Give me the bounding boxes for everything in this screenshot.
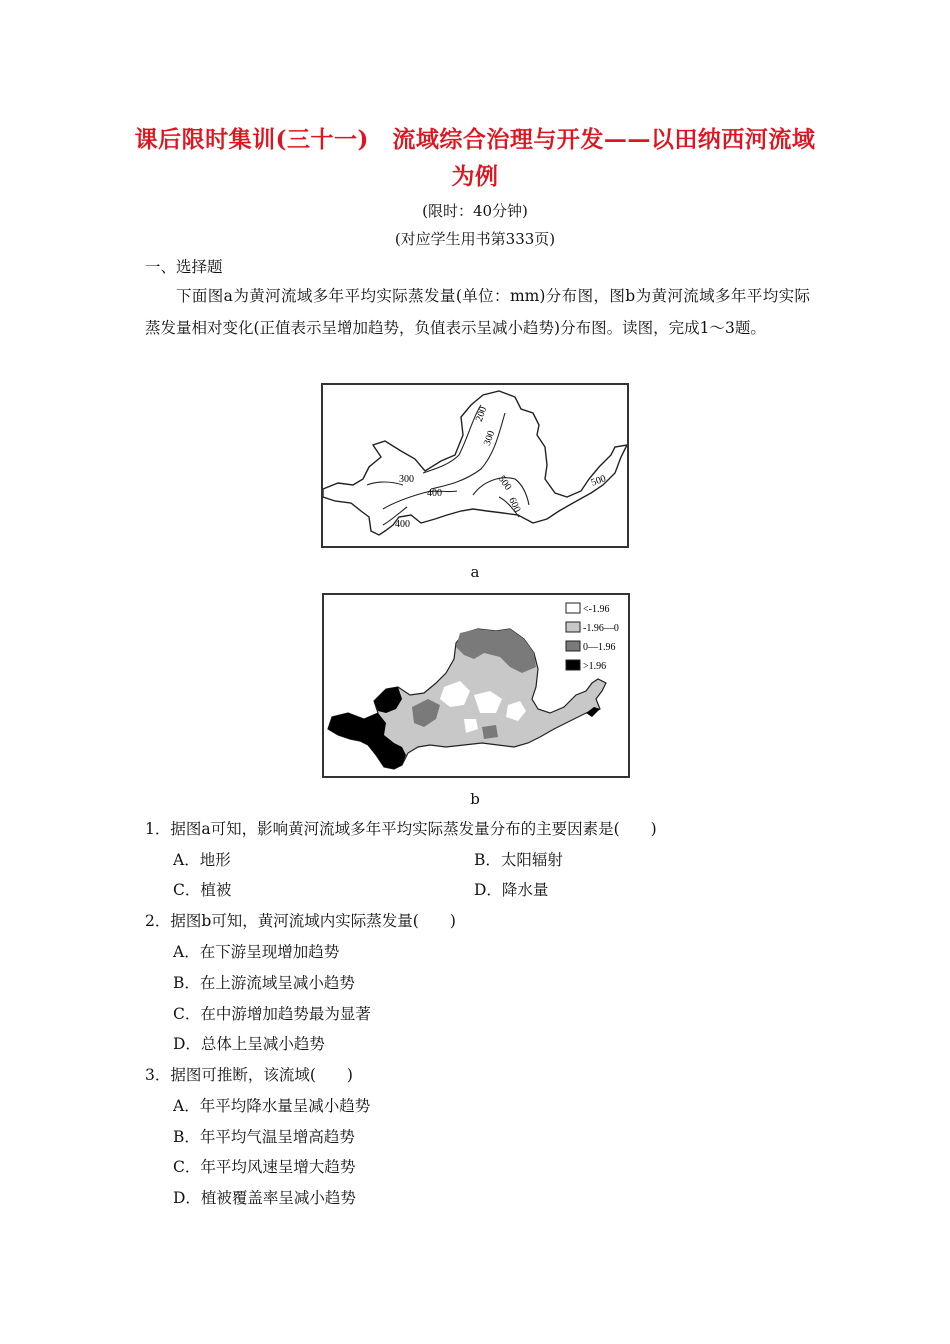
isoline-label: 300	[399, 474, 414, 485]
question-2-stem: 2．据图b可知，黄河流域内实际蒸发量( )	[145, 912, 456, 930]
question-1-option-c: C．植被	[173, 881, 232, 899]
isoline-label: 600	[506, 495, 523, 515]
question-3-option-b: B．年平均气温呈增高趋势	[173, 1128, 355, 1146]
legend-swatch-3	[566, 641, 580, 651]
legend-label: 0—1.96	[583, 642, 616, 653]
figure-a-caption: a	[470, 563, 480, 581]
page-title: 课后限时集训(三十一) 流域综合治理与开发——以田纳西河流域	[134, 126, 816, 153]
isoline-label: 500	[495, 473, 514, 493]
question-2-option-a: A．在下游呈现增加趋势	[173, 943, 340, 961]
legend-label: <-1.96	[583, 604, 610, 615]
question-2-option-d: D．总体上呈减小趋势	[173, 1035, 325, 1053]
figure-b-caption: b	[470, 790, 480, 808]
isoline-label: 300	[481, 429, 498, 448]
basin-fill-dark-gray-south	[482, 725, 498, 739]
time-limit: (限时：40分钟)	[422, 202, 528, 220]
figure-b-drawing	[324, 595, 628, 776]
isoline-label: 500	[589, 473, 608, 489]
legend-label: -1.96—0	[583, 623, 619, 634]
isoline-300-west	[367, 482, 403, 485]
question-3-option-d: D．植被覆盖率呈减小趋势	[173, 1189, 356, 1207]
isoline-label: 400	[427, 488, 442, 499]
question-1-option-b: B．太阳辐射	[474, 851, 563, 869]
legend-swatch-1	[566, 603, 580, 613]
legend-swatch-2	[566, 622, 580, 632]
isoline-label: 200	[473, 405, 490, 424]
question-3-stem: 3．据图可推断，该流域( )	[145, 1066, 353, 1084]
figure-b-map	[322, 593, 630, 778]
book-reference: (对应学生用书第333页)	[394, 230, 556, 248]
river-basin-outline	[323, 391, 627, 535]
question-1-option-a: A．地形	[173, 851, 231, 869]
figure-a-drawing	[323, 385, 627, 546]
question-1-option-d: D．降水量	[474, 881, 549, 899]
isoline-200	[423, 405, 481, 473]
legend-swatch-4	[566, 660, 580, 670]
figure-a-map	[321, 383, 629, 548]
question-1-stem: 1．据图a可知，影响黄河流域多年平均实际蒸发量分布的主要因素是( )	[145, 820, 657, 838]
question-2-option-c: C．在中游增加趋势最为显著	[173, 1005, 371, 1023]
question-3-option-c: C．年平均风速呈增大趋势	[173, 1158, 356, 1176]
question-2-option-b: B．在上游流域呈减小趋势	[173, 974, 355, 992]
question-3-option-a: A．年平均降水量呈减小趋势	[173, 1097, 371, 1115]
section-heading: 一、选择题	[145, 258, 223, 276]
isoline-400-upper	[383, 491, 457, 509]
intro-paragraph: 下面图a为黄河流域多年平均实际蒸发量(单位：mm)分布图，图b为黄河流域多年平均实际蒸发量相对变化(正值表示呈增加趋势，负值表示呈减小趋势)分布图。读图，完成1～3题。	[145, 287, 810, 337]
isoline-300-east	[431, 413, 505, 489]
isoline-label: 400	[395, 519, 410, 530]
legend-label: >1.96	[583, 661, 607, 672]
page-title-line2: 为例	[451, 163, 499, 190]
